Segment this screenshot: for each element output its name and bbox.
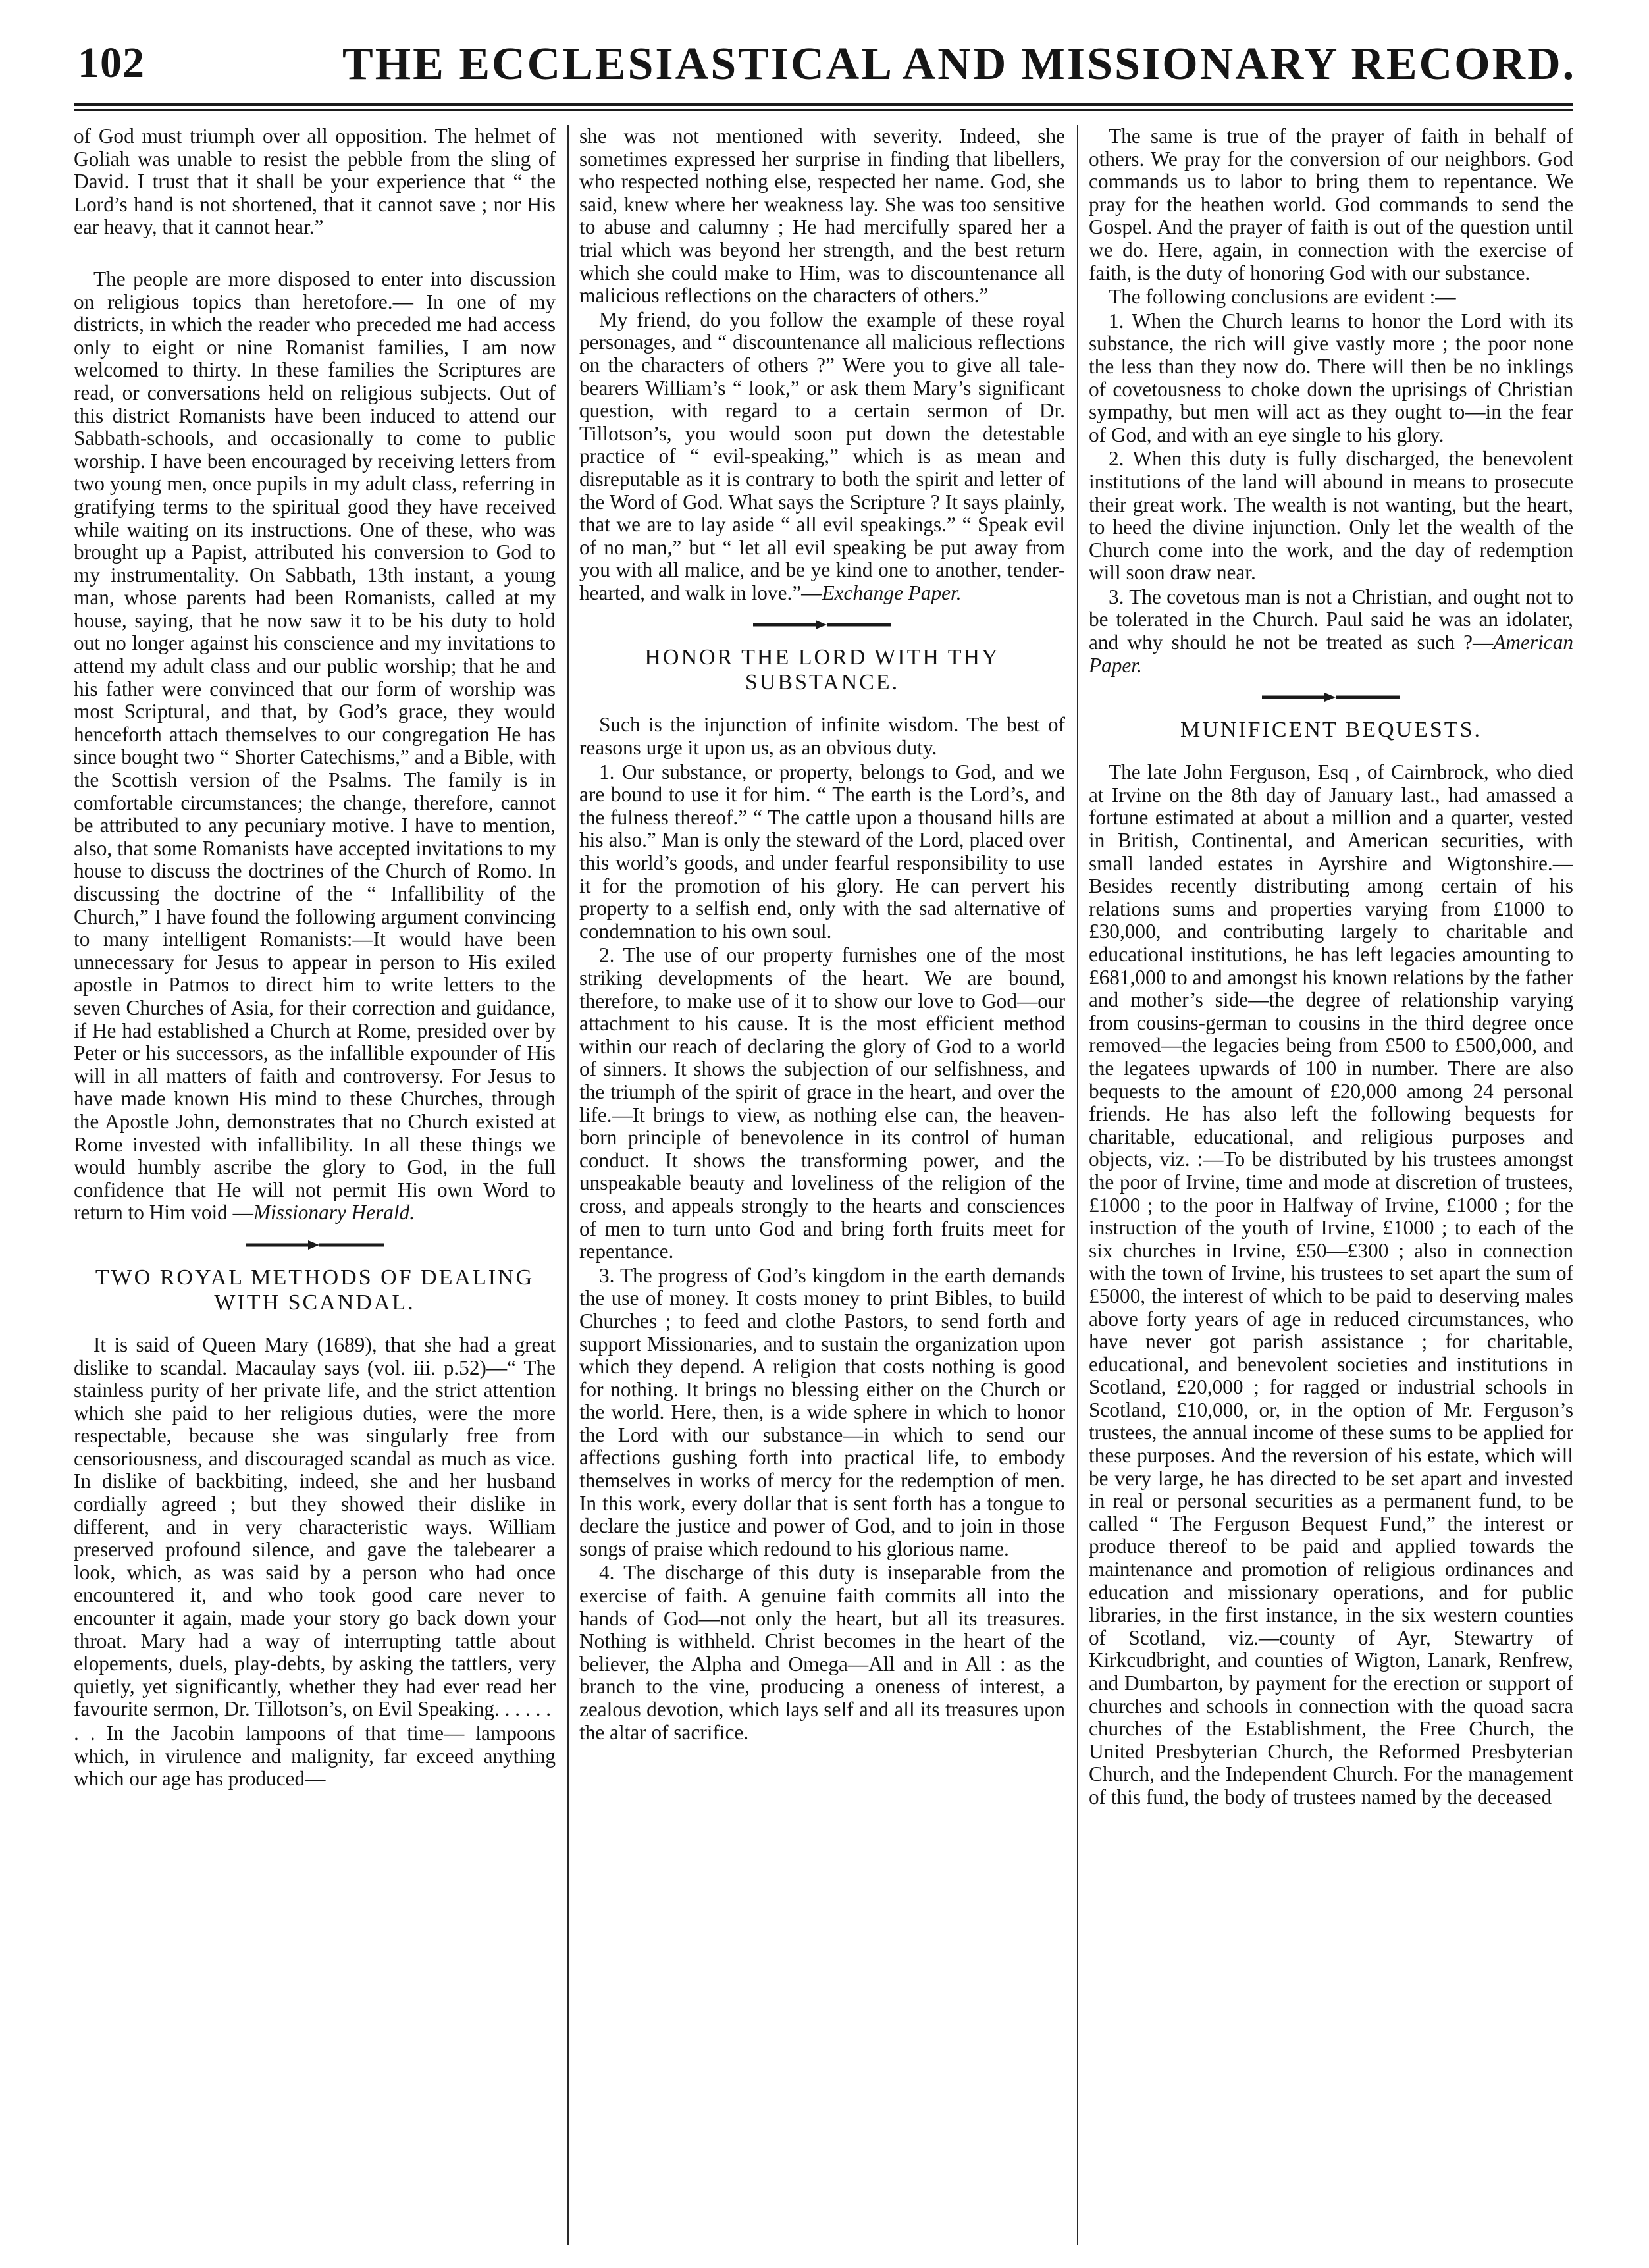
running-title: THE ECCLESIASTICAL AND MISSIONARY RECORD.: [342, 39, 1577, 90]
section-divider-ornament: [246, 1238, 384, 1252]
article-paragraph: 4. The discharge of this duty is inseparable from the exercise of faith. A genuine faith commits all into the hands of God—not only the heart, but all its treasures. Nothing is withheld. Christ becomes in the heart of the believer, the Alpha and Omega—All and in All : as the branch to the vine, producing a oneness of interest, a zealous devotion, which lays self and all its treasures upon the altar of sacrifice.: [579, 1561, 1065, 1744]
paragraph-gap: [74, 240, 556, 268]
article-paragraph: 2. When this duty is fully discharged, the benevolent institutions of the land will abound in means to prosecute their great work. The wealth is not wanting, but the heart, to heed the divine injunction. Only let the wealth of the Church come into the work, and the day of redemption will soon draw near.: [1089, 447, 1573, 585]
article-paragraph: The same is true of the prayer of faith in behalf of others. We pray for the conversion of our neighbors. God commands us to labor to bring them to repentance. We pray for the heathen world. God commands to send the Gospel. And the prayer of faith is out of the question until we do. Here, again, in connection with the exercise of faith, is the duty of honoring God with our substance.: [1089, 125, 1573, 284]
article-paragraph: 2. The use of our property furnishes one of the most striking developments of the heart. We are bound, therefore, to make use of it to show our love to God—our attachment to his cause. It is the most efficient method within our reach of declaring the glory of God to a world of sinners. It shows the subjection of our selfishness, and the triumph of the spirit of grace in the heart, and over the life.—It brings to view, as nothing else can, the heaven-born principle of benevolence in its control of human conduct. It shows the transforming power, and the unspeakable beauty and loveliness of the religion of the cross, and appeals strongly to the hearts and consciences of men to turn unto God and bring forth fruits meet for repentance.: [579, 943, 1065, 1263]
section-heading: MUNIFICENT BEQUESTS.: [1180, 718, 1482, 743]
header-rule-thick: [74, 103, 1573, 106]
column-1: [74, 125, 556, 2248]
section-divider-ornament: [753, 618, 891, 632]
paragraph-text: The people are more disposed to enter into discussion on religious topics than heretofore.— In one of my districts, in which the reader who preceded me had access only to eight or nine Romanist families, I am now welcomed to thirty. In these families the Scriptures are read, or conversations held on religious subjects. Out of this district Romanists have been induced to attend our Sabbath-schools, and occasionally to come to public worship. I have been encouraged by receiving letters from two young men, once pupils in my adult class, referring in gratifying terms to the spiritual good they have received while waiting on its instructions. One of these, who was brought up a Papist, attributed his conversion to God to my instrumentality. On Sabbath, 13th instant, a young man, whose parents had been Romanists, called at my house, saying, that he now saw it to be his duty to hold out no longer against his conscience and my invitations to attend my adult class and our public worship; that he and his father were convinced that our form of worship was most Scriptural, and that, by God’s grace, they would henceforth attach themselves to our congregation He has since bought two “ Shorter Catechisms,” and a Bible, with the Scottish version of the Psalms. The family is in comfortable circumstances; the change, therefore, cannot be attributed to any pecuniary motive. I have to mention, also, that some Romanists have accepted invitations to my house to discuss the doctrines of the Church of Romo. In discussing the doctrine of the “ Infallibility of the Church,” I have found the following argument convincing to many intelligent Romanists:—It would have been unnecessary for Jesus to appear in person to His exiled apostle in Patmos to direct him to write letters to the seven Churches of Asia, for their correction and guidance, if He had established a Church at Rome, presided over by Peter or his successors, as the infallible expounder of His will in all matters of faith and controversy. For Jesus to have made known His mind to these Churches, through the Apostle John, demonstrates that no Church existed at Rome invested with infallibility. In all these things we would humbly ascribe the glory to God, in the full confidence that He will not permit His own Word to return to Him void —: [74, 267, 556, 1225]
column-3: [1089, 125, 1573, 2248]
page-number: 102: [78, 39, 145, 87]
article-paragraph: 3. The progress of God’s kingdom in the earth demands the use of money. It costs money to print Bibles, to build Churches ; to feed and clothe Pastors, to send forth and support Missionaries, and to sustain the organization upon which they depend. A religion that costs nothing is good for nothing. It brings no blessing either on the Church or the world. Here, then, is a wide sphere in which to honor the Lord with our substance—in which to send our affections gushing forth into practical life, to embody themselves in works of mercy for the redemption of men. In this work, every dollar that is sent forth has a tongue to declare the justice and power of God, and to join in those songs of praise which redound to his glorious name.: [579, 1263, 1065, 1560]
article-paragraph: The late John Ferguson, Esq , of Cairnbrock, who died at Irvine on the 8th day of January last., had amassed a fortune estimated at about a million and a quarter, vested in British, Continental, and American securities, with small landed estates in Ayrshire and Wigtonshire.— Besides recently distributing among certain of his relations sums and properties varying from £1000 to £30,000, and contributing largely to charitable and educational institutions, he has left legacies amounting to £681,000 to and amongst his known relations by the father and mother’s side—the degree of relationship varying from cousins-german to cousins in the third degree once removed—the legacies being from £500 to £500,000, and the legatees upwards of 100 in number. There are also bequests to the amount of £20,000 among 24 personal friends. He has also left the following bequests for charitable, educational, and religious purposes and objects, viz. :—To be distributed by his trustees amongst the poor of Irvine, time and mode at discretion of trustees, £1000 ; to the poor in Halfway of Irvine, £1000 ; for the instruction of the youth of Irvine, £1000 ; to each of the six churches in Irvine, £50—£300 ; also in connection with the town of Irvine, his trustees to set apart the sum of £5000, the interest of which to be paid to deserving males above forty years of age in reduced circumstances, who have never got parish assistance ; for charitable, educational, and benevolent societies and institutions in Scotland, £20,000 ; for ragged or industrial schools in Scotland, £10,000, or, in the option of Mr. Ferguson’s trustees, the annual income of these sums to be applied for these purposes. And the reversion of his estate, which will be very large, he has directed to be set apart and invested in real or personal securities as a permanent fund, to be called “ The Ferguson Bequest Fund,” the interest or produce thereof to be paid and applied towards the maintenance and promotion of religious ordinances and education and missionary operations, and for public libraries, in the first instance, in the six western counties of Scotland, viz.—county of Ayr, Stewartry of Kirkcudbright, and counties of Wigton, Lanark, Renfrew, and Dumbarton, by payment for the erection or support of churches and schools in connection with the quoad sacra churches of the Establishment, the Free Church, the United Presbyterian Church, the Reformed Presbyterian Church, and the Independent Church. For the management of this fund, the body of trustees named by the deceased: [1089, 760, 1573, 1808]
article-paragraph: The following conclusions are evident :—: [1109, 285, 1456, 309]
article-paragraph: [1089, 586, 1573, 677]
article-paragraph: . . In the Jacobin lampoons of that time— lampoons which, in virulence and malignity, far exceed anything which our age has produced—: [74, 1722, 556, 1791]
section-divider-ornament: [1262, 690, 1400, 704]
section-heading: HONOR THE LORD WITH THY SUBSTANCE.: [644, 645, 1000, 695]
article-paragraph: of God must triumph over all opposition. The helmet of Goliah was unable to resist the pebble from the sling of David. I trust that it shall be your experience that “ the Lord’s hand is not shortened, that it cannot save ; nor His ear heavy, that it cannot hear.”: [74, 125, 556, 239]
header-rule-thin: [74, 109, 1573, 111]
source-credit: Exchange Paper.: [822, 581, 962, 604]
column-2: [579, 125, 1065, 2248]
article-paragraph: she was not mentioned with severity. Indeed, she sometimes expressed her surprise in finding that libellers, who respected nothing else, respected her name. God, she said, knew where her weakness lay. She was too sensitive to abuse and calumny ; He had mercifully spared her a trial which was beyond her strength, and the best return which she could make to Him, was to discountenance all malicious reflections on the characters of others.”: [579, 125, 1065, 307]
article-paragraph: [579, 309, 1065, 605]
article-paragraph: 1. When the Church learns to honor the Lord with its substance, the rich will give vastly more ; the poor none the less than they now do. There will then be no inklings of covetousness to choke down the uprisings of Christian sympathy, but men will act as they ought to—in the fear of God, and with an eye single to his glory.: [1089, 309, 1573, 446]
paragraph-text: 3. The covetous man is not a Christian, and ought not to be tolerated in the Church. Paul said he was an idolater, and why should he not be treated as such ?—: [1089, 585, 1573, 654]
source-credit: Missionary Herald.: [253, 1201, 415, 1225]
source-credit: American Paper.: [1089, 631, 1573, 677]
article-paragraph: [74, 268, 556, 1225]
column-divider-1: [567, 125, 569, 2245]
article-paragraph: 1. Our substance, or property, belongs to God, and we are bound to use it for him. “ The earth is the Lord’s, and the fulness thereof.” “ The cattle upon a thousand hills are his also.” Man is only the steward of the Lord, placed over this world’s goods, and under fearful responsibility to use it for the promotion of his glory. He can pervert his property to a selfish end, only with the sad alternative of condemnation to his own soul.: [579, 760, 1065, 943]
section-heading: TWO ROYAL METHODS OF DEALING WITH SCANDAL.: [95, 1265, 535, 1315]
article-paragraph: It is said of Queen Mary (1689), that she had a great dislike to scandal. Macaulay says (vol. iii. p.52)—“ The stainless purity of her private life, and the strict attention which she paid to her religious duties, were the more respectable, because she was singularly free from censoriousness, and discouraged scandal as much as vice. In dislike of backbiting, indeed, she and her husband cordially agreed ; but they showed their dislike in different, and in very characteristic ways. William preserved profound silence, and gave the talebearer a look, which, as was said by a person who had once encountered it, and who took good care never to encounter it again, made your story go back down your throat. Mary had a way of interrupting tattle about elopements, duels, play-debts, by asking the tattlers, very quietly, yet significantly, whether they had ever read her favourite sermon, Dr. Tillotson’s, on Evil Speaking. . . . . .: [74, 1332, 556, 1721]
column-divider-2: [1077, 125, 1078, 2245]
article-paragraph: Such is the injunction of infinite wisdom. The best of reasons urge it upon us, as an obvious duty.: [579, 713, 1065, 760]
paragraph-text: My friend, do you follow the example of these royal personages, and “ discountenance all malicious reflections on the characters of others ?” Were you to give all tale-bearers William’s “ look,” or ask them Mary’s significant question, with regard to a certain sermon of Dr. Tillotson’s, you would soon put down the detestable practice of “ evil-speaking,” which is as mean and disreputable as it is contrary to both the spirit and letter of the Word of God. What says the Scripture ? It says plainly, that we are to lay aside “ all evil speakings.” “ Speak evil of no man,” but “ let all evil speaking be put away from you with all malice, and be ye kind one to another, tender-hearted, and walk in love.”—: [579, 307, 1065, 604]
